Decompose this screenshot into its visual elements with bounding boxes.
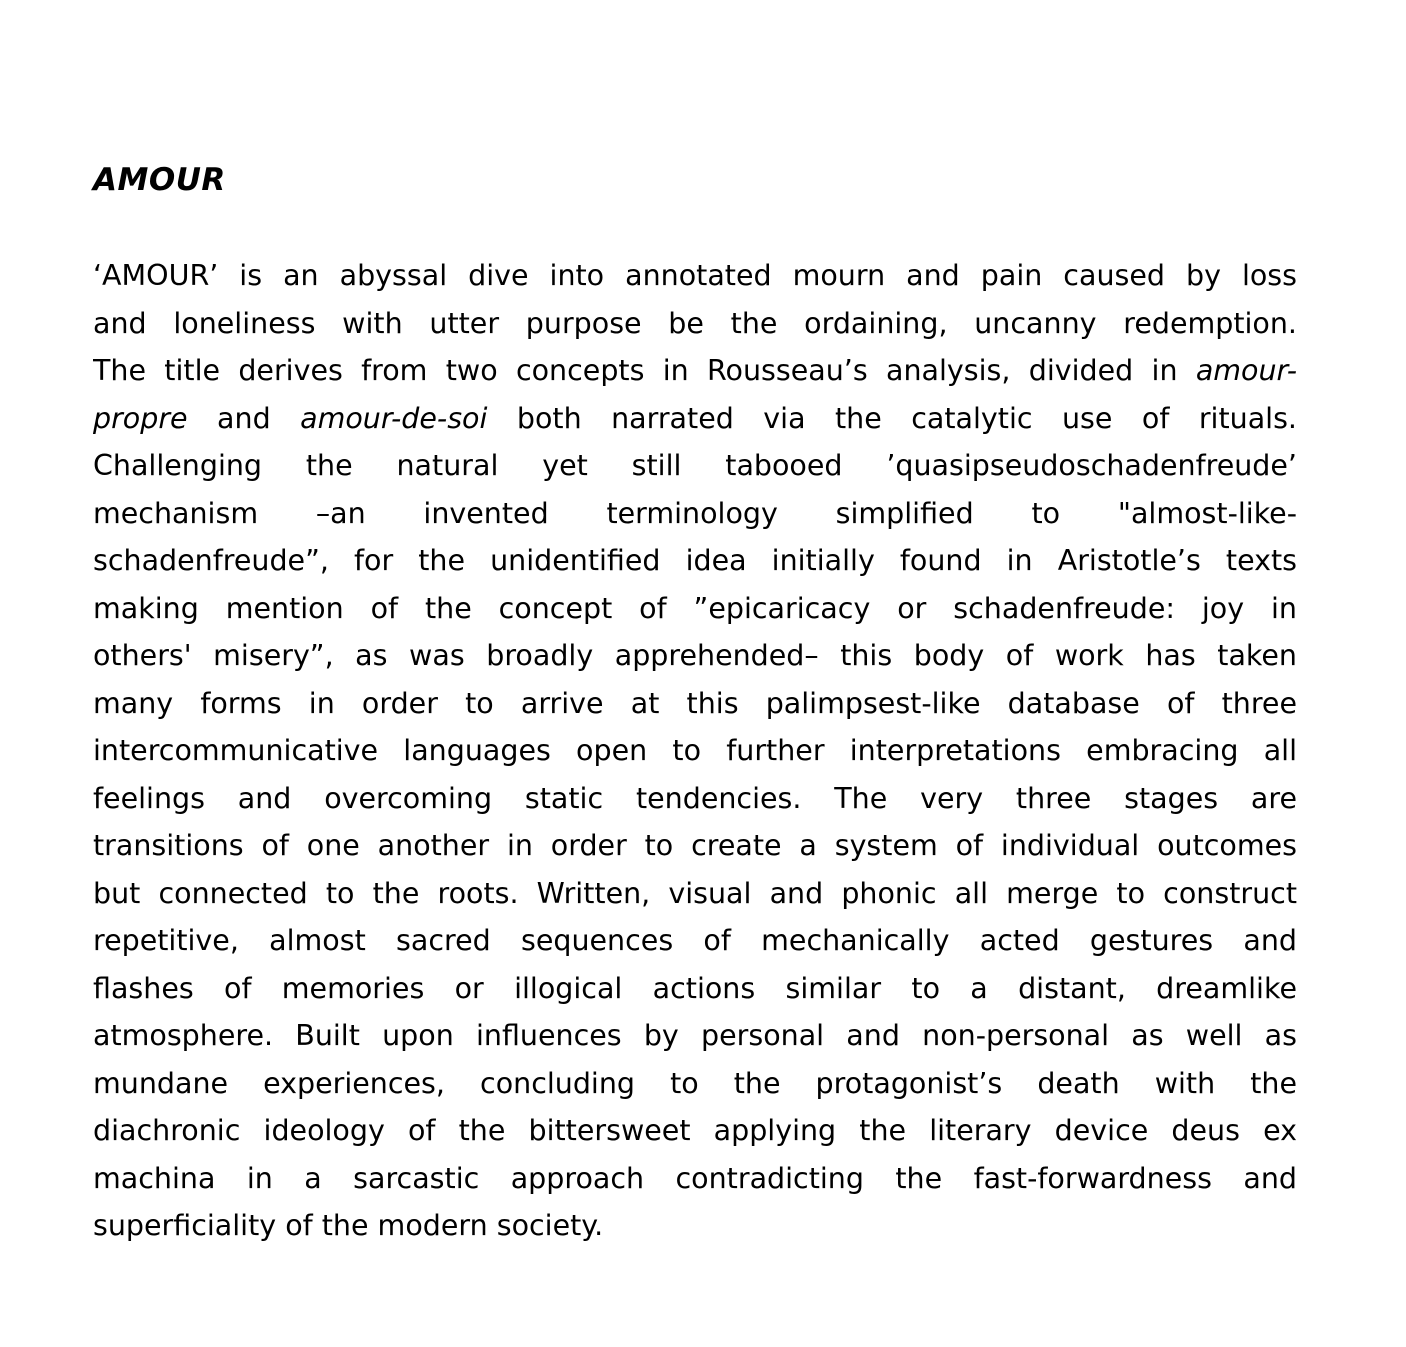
line-text: Challenging the natural yet still tabooed ’quasipseudoschadenfreude’	[93, 449, 1297, 482]
line-text: many forms in order to arrive at this palimpsest-like database of three	[93, 686, 1297, 720]
line-text: both narrated via the catalytic use of rituals.	[487, 401, 1297, 435]
line-text: feelings and overcoming static tendencies. The very three stages are	[93, 781, 1297, 815]
text-line	[93, 347, 1297, 395]
text-line	[93, 632, 1297, 680]
line-text: repetitive, almost sacred sequences of mechanically acted gestures and	[93, 924, 1297, 957]
line-text: ‘AMOUR’ is an abyssal dive into annotated mourn and pain caused by loss	[93, 259, 1297, 292]
text-line	[93, 1107, 1297, 1155]
line-text: transitions of one another in order to create a system of individual outcomes	[93, 829, 1297, 862]
line-text: making mention of the concept of ”epicaricacy or schadenfreude: joy in	[93, 591, 1297, 625]
line-text: The title derives from two concepts in Rousseau’s analysis, divided in	[93, 354, 1178, 387]
body-paragraph	[93, 252, 1297, 1250]
text-line	[93, 537, 1297, 585]
text-line	[93, 1155, 1297, 1203]
line-text: mechanism –an invented terminology simplified to "almost-like-	[93, 496, 1297, 530]
text-line	[93, 300, 1297, 348]
text-line	[93, 775, 1297, 823]
line-text: and	[187, 401, 301, 435]
line-text: and loneliness with utter purpose be the ordaining, uncanny redemption.	[93, 306, 1297, 340]
line-text: intercommunicative languages open to further interpretations embracing all	[93, 734, 1297, 767]
line-text: atmosphere. Built upon influences by personal and non-personal as well as	[93, 1019, 1297, 1052]
line-text: superficiality of the modern society.	[93, 1209, 604, 1242]
text-line	[93, 252, 1297, 300]
line-text: machina in a sarcastic approach contradicting the fast-forwardness and	[93, 1161, 1297, 1195]
line-text: mundane experiences, concluding to the protagonist’s death with the	[93, 1066, 1297, 1100]
text-line	[93, 490, 1297, 538]
text-line	[93, 1202, 1297, 1250]
text-line	[93, 965, 1297, 1013]
text-line	[93, 1060, 1297, 1108]
italic-term: amour-de-soi	[300, 401, 488, 435]
text-line	[93, 1012, 1297, 1060]
line-text: flashes of memories or illogical actions similar to a distant, dreamlike	[93, 971, 1297, 1005]
text-line	[93, 727, 1297, 775]
text-line	[93, 870, 1297, 918]
line-text: diachronic ideology of the bittersweet applying the literary device deus ex	[93, 1114, 1297, 1147]
italic-term: propre	[93, 401, 188, 435]
line-text: but connected to the roots. Written, visual and phonic all merge to construct	[93, 876, 1297, 910]
text-line	[93, 395, 1297, 443]
line-text: schadenfreude”, for the unidentified idea initially found in Aristotle’s texts	[93, 544, 1297, 577]
text-line	[93, 917, 1297, 965]
line-text: others' misery”, as was broadly apprehended– this body of work has taken	[93, 639, 1297, 672]
text-line	[93, 442, 1297, 490]
italic-term: amour-	[1195, 354, 1297, 387]
text-line	[93, 680, 1297, 728]
text-line	[93, 585, 1297, 633]
text-line	[93, 822, 1297, 870]
document-title: AMOUR	[93, 162, 226, 198]
